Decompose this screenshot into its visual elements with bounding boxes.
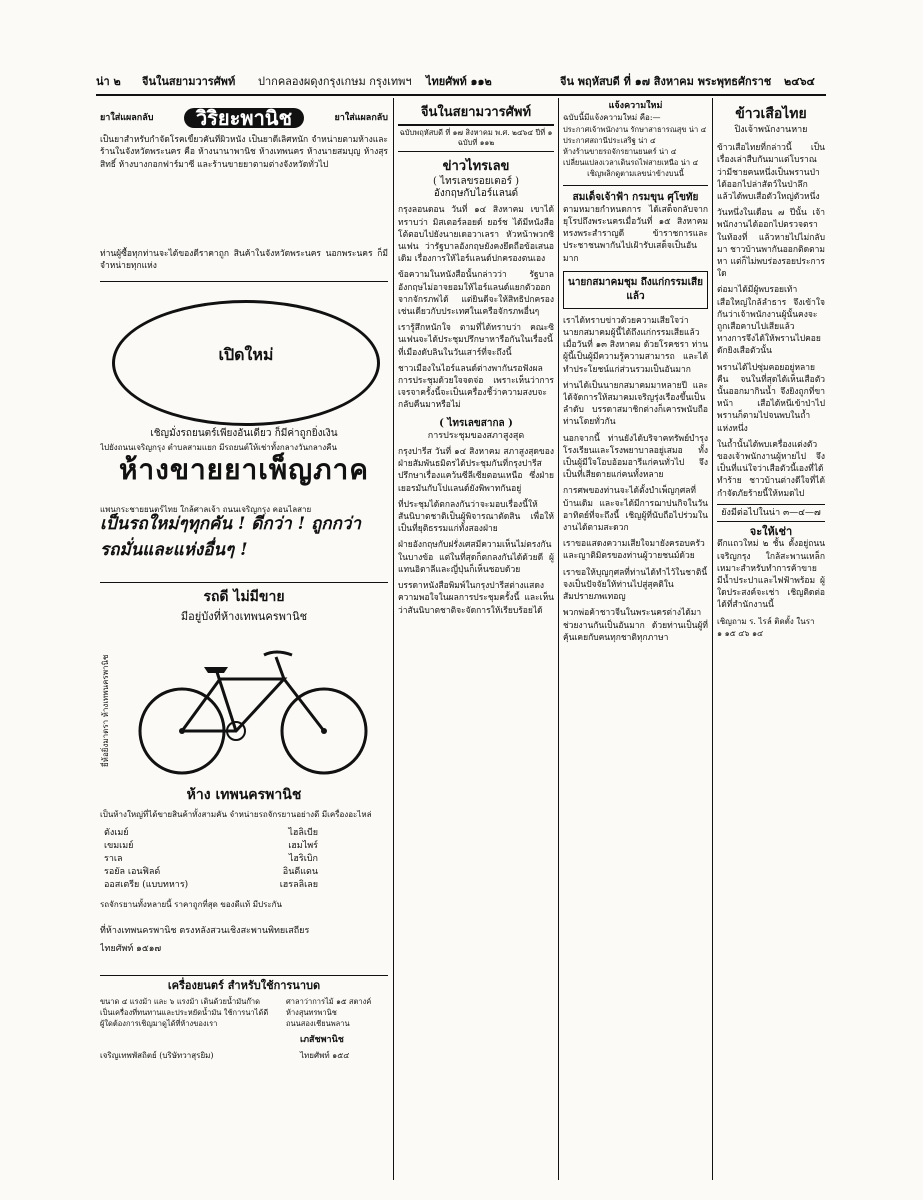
article-paragraph: เราขอให้บุญกุศลที่ท่านได้ทำไว้ในชาตินี้ จงเป็นปัจจัยให้ท่านไปสู่สุคติในสัมปรายภพเทอญ (563, 567, 708, 603)
news-column-2 (398, 100, 554, 1185)
masthead: จีนในสยามวารศัพท์ (420, 105, 532, 120)
bike-model-row (104, 840, 318, 853)
column-rule (393, 98, 394, 1180)
page-number: น่า ๒ (96, 75, 121, 88)
header-date: จีน พฤหัสบดี ที่ ๑๗ สิงหาคม พระพุทธศักราช (560, 75, 772, 88)
bike-model-name: ออสเตรีย (แบบทหาร) (104, 879, 189, 890)
news-column-4 (717, 100, 825, 1185)
ad-tag-left: ยาใส่แผลกลับ (100, 113, 154, 123)
ad-address: แพนกระชายยนตร์ไทย ใกล้ศาลเจ้า ถนนเจริญกรุง คอนไลสาย (100, 504, 312, 514)
section-sub-1: ( ไทรเลขรอยเตอร์ ) (432, 176, 520, 187)
ad-tag-right: ยาใส่แผลกลับ (334, 113, 388, 123)
rent-date: ๑ ๑๕ ๔๖ ๑๔ (717, 628, 764, 638)
ad-bicycle (100, 583, 388, 976)
article-paragraph: ข้าวเสือไทยที่กล่าวนี้ เป็นเรื่องเล่าสืบกันมาแต่โบราณ ว่ามีชายคนหนึ่งเป็นพรานป่า ได้ออกไปล่าสัตว์ในป่าลึก แล้วได้พบเสือตัวใหญ่ตัวหนึ่ง (717, 143, 825, 203)
header-location: ปากคลองผดุงกรุงเกษม กรุงเทพฯ (258, 75, 412, 88)
notice-item: ประกาศเจ้าพนักงาน รักษาสาธารณสุข น่า ๔ (563, 125, 707, 135)
notice-item: ห้างร้านขายรถจักรยานยนตร์ น่า ๔ (563, 147, 677, 157)
article-paragraph: นอกจากนี้ ท่านยังได้บริจาคทรัพย์บำรุงโรงเรียนและโรงพยาบาลอยู่เสมอ ทั้งเป็นผู้มีใจโอบอ้อมอารีแก่คนทั่วไป จึงเป็นที่เสียดายแก่คนทั้งหลาย (563, 433, 708, 481)
bike-model-name: รอยัล เอนฟิลด์ (104, 866, 161, 877)
bike-model-name: ตังเมย์ (104, 827, 129, 838)
article-paragraph: เรารู้สึกหนักใจ ตามที่ได้ทราบว่า คณะซินเฟนจะได้ประชุมปรึกษาหารือกันในเรื่องนี้ ที่เมืองดับลินในวันเสาร์ที่จะถึงนี้ (398, 323, 554, 358)
header-title: จีนในสยามวารศัพท์ (142, 75, 236, 88)
story-title: ข้าวเสือไทย (735, 106, 807, 122)
ad-engine-right-line: ศาลาว่าการไม้ ๑๕ สตางค์ (286, 996, 372, 1006)
article-paragraph: กรุงลอนดอน วันที่ ๑๔ สิงหาคม เขาได้ทราบว่า มิสเตอร์ลอยด์ ยอร์ช ได้มีหนังสือโต้ตอบไปยังนายเดอวาเลรา หัวหน้าพวกซินเฟน ว่ารัฐบาลอังกฤษยังคงยึดถือข้อเสนอเดิม เรื่องการให้ไอร์แลนด์ปกครองตนเอง (398, 205, 554, 265)
ad-engine-right-line: ห้างสุนทรพานิช (286, 1007, 337, 1017)
article-paragraph: ชาวเมืองในไอร์แลนด์ต่างพากันรอฟังผลการประชุมด้วยใจจดจ่อ เพราะเห็นว่าการเจรจาครั้งนี้จะเป็นเครื่องชี้ว่าความสงบจะกลับคืนมาหรือไม่ (398, 363, 554, 411)
bike-model-row (104, 853, 318, 866)
section-title-2: ( ไทรเลขสากล ) (439, 417, 513, 429)
ad-oval-label: เปิดใหม่ (218, 344, 274, 364)
ad-note: ไปยังถนนเจริญกรุง ตำบลสามแยก มีรถยนต์ให้เช่าทั้งกลางวันกลางคืน (100, 442, 337, 452)
ad-engine-bottom-line: เจริญเทพพัสถิตย์ (บริษัทวาสุรยิม) (100, 1050, 214, 1060)
article-paragraph: ในถ้ำนั้นได้พบเครื่องแต่งตัวของเจ้าพนักงานผู้หายไป จึงเป็นที่แน่ใจว่าเสือตัวนี้เองที่ได้ทำร้าย ชาวบ้านต่างดีใจที่ได้กำจัดภัยร้ายนี้ให้หมดไป (717, 439, 825, 499)
ad-bike-footer-1: รถจักรยานทั้งหลายนี้ ราคาถูกที่สุด ของดีแท้ มีประกัน (100, 899, 282, 909)
column-rule (712, 98, 713, 1180)
ad-engine-line: ขนาด ๔ แรงม้า และ ๖ แรงม้า เดินด้วยน้ำมันก๊าด (100, 996, 260, 1006)
ad-viriyapanich (100, 108, 388, 282)
article-paragraph: พวกพ่อค้าชาวจีนในพระนครต่างได้มาช่วยงานกันเป็นอันมาก ด้วยท่านเป็นผู้ที่คุ้นเคยกับคนทุกชาติทุกภาษา (563, 608, 708, 643)
notice-title: แจ้งความใหม่ (608, 101, 663, 111)
article-paragraph: ต่อมาได้มีผู้พบรอยเท้าเสือใหญ่ใกล้ลำธาร จึงเข้าใจกันว่าเจ้าพนักงานผู้นั้นคงจะถูกเสือคาบไปเสียแล้ว ทางการจึงได้ให้พรานไปคอยดักยิงเสือตัวนั้น (717, 285, 825, 357)
masthead-sub: ฉบับพฤหัสบดี ที่ ๑๗ สิงหาคม พ.ศ. ๒๔๖๔ ปีที่ ๑ ฉบับที่ ๑๑๒ (399, 127, 553, 147)
article-paragraph: ตามหมายกำหนดการ ได้เสด็จกลับจากยุโรปถึงพระนครเมื่อวันที่ ๑๕ สิงหาคม ทรงพระสำราญดี ข้าราชการและประชาชนพากันไปเฝ้ารับเสด็จเป็นอันมาก (563, 204, 708, 264)
article-paragraph: บรรดาหนังสือพิมพ์ในกรุงปารีสต่างแสดงความพอใจในผลการประชุมครั้งนี้ และเห็นว่าสันนิบาตชาติจะจัดการให้เรียบร้อยได้ (398, 581, 554, 616)
ad-bike-store: ห้าง เทพนครพานิช (186, 786, 302, 803)
ad-footer: ท่านผู้ซื้อทุกท่านจะได้ของดีราคาถูก สินค้าในจังหวัดพระนคร นอกพระนคร ก็มีจำหน่ายทุกแห่ง (100, 249, 388, 272)
article-paragraph: เราขอแสดงความเสียใจมายังครอบครัวและญาติมิตรของท่านผู้วายชนม์ด้วย (563, 539, 705, 562)
notice-item: เปลี่ยนแปลงเวลาเดินรถไฟสายเหนือ น่า ๔ (563, 158, 699, 168)
bike-model-row (104, 866, 318, 879)
bike-model-name: ราเล (104, 853, 123, 864)
article-paragraph: กรุงปารีส วันที่ ๑๔ สิงหาคม สภาสูงสุดของฝ่ายสัมพันธมิตรได้ประชุมกันที่กรุงปารีส ปรึกษาเรื่องแคว้นซีลีเซียตอนเหนือ ซึ่งฝ่ายเยอรมันกับโปแลนด์ยังพิพาทกันอยู่ (398, 447, 554, 494)
story-subtitle: ปิงเจ้าพนักงานหาย (734, 125, 808, 135)
rent-text: ตึกแถวใหม่ ๒ ชั้น ตั้งอยู่ถนนเจริญกรุง ใกล้สะพานเหล็ก เหมาะสำหรับทำการค้าขาย มีน้ำประปาและไฟฟ้าพร้อม ผู้ใดประสงค์จะเช่า เชิญติดต่อได้ที่สำนักงานนี้ (717, 539, 825, 611)
header-rule (96, 94, 826, 96)
ad-pharmacy (100, 282, 388, 583)
ad-column (100, 100, 388, 1185)
bike-model-row (104, 879, 318, 892)
ad-engine-title: เครื่องยนตร์ สำหรับใช้การนาบด (167, 978, 321, 992)
article-paragraph: การศพของท่านจะได้ตั้งบำเพ็ญกุศลที่บ้านเดิม และจะได้มีการฌาปนกิจในวันอาทิตย์ที่จะถึงนี้ เชิญผู้ที่นับถือไปร่วมในงานได้ตามสะดวก (563, 486, 708, 534)
bicycle-illustration (124, 631, 384, 781)
ad-slogan-2: รถมั่นและแห่งอื่นๆ ! (100, 539, 248, 560)
rent-title: จะให้เช่า (749, 525, 793, 539)
ad-bike-issue: ไทยศัพท์ ๑๕๑๗ (100, 943, 162, 954)
section-title: ข่าวไทรเลข (442, 159, 510, 174)
article-heading: สมเด็จเจ้าฟ้า กรมขุน ศุโขทัย (572, 191, 699, 203)
article-paragraph: ที่ประชุมได้ตกลงกันว่าจะมอบเรื่องนี้ให้สันนิบาตชาติเป็นผู้พิจารณาตัดสิน เพื่อให้เป็นที่ยุติธรรมแก่ทั้งสองฝ่าย (398, 499, 554, 535)
notice-box (563, 100, 708, 186)
ad-shop-name: ห้างขายยาเพ็ญภาค (118, 452, 370, 486)
bike-model-list (104, 827, 318, 892)
bike-model-value: เฮมไพร์ (288, 840, 318, 851)
bike-model-value: อินดีแดน (282, 866, 318, 877)
article-paragraph: วันหนึ่งในเดือน ๗ ปีนั้น เจ้าพนักงานได้ออกไปตรวจตราในท้องที่ แล้วหายไปไม่กลับมา ชาวบ้านพากันออกติดตามหา แต่ก็ไม่พบร่องรอยประการใด (717, 208, 825, 280)
notice-footer: เชิญพลิกดูตามเลขน่าข้างบนนี้ (587, 169, 684, 179)
rent-sign: เชิญถาม ร. ไรล์ ติดตั้ง ในรา (717, 616, 815, 626)
ad-invite: เชิญมั่งรถยนตร์เพียงอันเดียว ก็มีค่าถูกยิ่งเงิน (150, 427, 338, 439)
ad-bike-desc: เป็นห้างใหญ่ที่ได้ขายสินค้าทั้งสามคัน จำหน่ายรถจักรยานอย่างดี มีเครื่องอะไหล่ (100, 809, 372, 819)
ad-bike-title: รถดี ไม่มีขาย (203, 588, 285, 605)
ad-bike-footer-2: ที่ห้างเทพนครพานิช ตรงหลังสวนเชิงสะพานพิทยเสถียร (100, 925, 310, 936)
ad-engine-bottom-label: เภสัชพานิช (300, 1034, 344, 1045)
bike-model-value: ไฮริเบิก (288, 853, 318, 864)
masthead-rule (398, 124, 554, 126)
section-sub-3: การประชุมของสภาสูงสุด (427, 430, 525, 441)
column-rule (558, 98, 559, 1180)
bike-model-row (104, 827, 318, 840)
article-paragraph: ฝ่ายอังกฤษกับฝรั่งเศสมีความเห็นไม่ตรงกันในบางข้อ แต่ในที่สุดก็ตกลงกันได้ด้วยดี ผู้แทนอิตาลีและญี่ปุ่นก็เห็นชอบด้วย (398, 540, 554, 575)
ad-logo: วิริยะพานิช (184, 108, 304, 128)
section-sub-2: อังกฤษกับไอร์แลนด์ (433, 188, 519, 200)
masthead-rule (398, 151, 554, 153)
notice-intro: ฉบับนี้มีแจ้งความใหม่ คือ:— (563, 113, 661, 123)
notice-item: ประกาศสถานีประเสริฐ น่า ๔ (563, 136, 656, 146)
header-year: ๒๔๖๔ (784, 75, 815, 88)
news-column-3 (563, 100, 708, 1185)
page-header (96, 64, 826, 92)
ad-slogan-1: เป็นรถใหม่ๆทุกคัน ! ดีกว่า ! ถูกกว่า (100, 513, 361, 534)
ad-bike-sub: มีอยู่บังที่ห้างเทพนครพานิช (180, 609, 308, 623)
article-paragraph: พรานได้ไปซุ่มคอยอยู่หลายคืน จนในที่สุดได้เห็นเสือตัวนั้นออกมากินน้ำ จึงยิงถูกที่ขาหน้า เสือได้หนีเข้าป่าไป พรานก็ตามไปจนพบในถ้ำแห่งหนึ่ง (717, 362, 825, 434)
ad-body: เป็นยาสำหรับกำจัดโรคเขี้ยวคันที่ผิวหนัง เป็นยาดีเลิศหนัก จำหน่ายตามห้างและร้านในจังหวัดพระนคร คือ ห้างนานาพานิช ห้างเทพนคร ห้างนายสมบุญ ห้างสุรสิทธิ์ ห้างบางกอกฟาร์มาซี และร้านขายยาตามต่างจังหวัดทั่วไป (100, 135, 388, 170)
ad-oval (112, 300, 380, 426)
header-issue: ไทยศัพท์ ๑๑๒ (426, 75, 492, 88)
bike-model-value: ไฮลิเบีย (288, 827, 318, 838)
ad-bike-side-label: ยี่ห้อยิ่งมาตรา ห้างเทพนครพานิช (101, 654, 110, 767)
ad-engine-text (100, 996, 280, 1029)
ad-engine-right-line: ถนนสองเชียนพลาน (286, 1018, 350, 1028)
ad-engine (100, 976, 388, 1066)
ad-engine-right (286, 996, 388, 1029)
bike-model-name: เขมเมย์ (104, 840, 134, 851)
article-paragraph: ข้อความในหนังสือนั้นกล่าวว่า รัฐบาลอังกฤษไม่อาจยอมให้ไอร์แลนด์แยกตัวออกจากจักรภพได้ แต่ยินดีจะให้สิทธิปกครองเช่นเดียวกับประเทศในเครือจักรภพอื่นๆ (398, 270, 554, 318)
bike-model-value: เฮรลลิเลย (279, 879, 318, 890)
article-paragraph: เราได้ทราบข่าวด้วยความเสียใจว่า นายกสมาคมผู้นี้ได้ถึงแก่กรรมเสียแล้วเมื่อวันที่ ๑๓ สิงหาคม ด้วยโรคชรา ท่านผู้นี้เป็นผู้มีความรู้ความสามารถ และได้ทำประโยชน์แก่ส่วนรวมเป็นอันมาก (563, 315, 708, 375)
ad-engine-line: ผู้ใดต้องการเชิญมาดูได้ที่ห้างของเรา (100, 1018, 218, 1028)
article-paragraph: ท่านได้เป็นนายกสมาคมมาหลายปี และได้จัดการให้สมาคมเจริญรุ่งเรืองขึ้นเป็นลำดับ บรรดาสมาชิกต่างก็เคารพนับถือท่านโดยทั่วกัน (563, 380, 708, 428)
ad-engine-line: เป็นเครื่องที่ทนทานและประหยัดน้ำมัน ใช้การนาได้ดี (100, 1007, 269, 1017)
ad-engine-bottom-issue: ไทยศัพท์ ๑๕๔ (300, 1050, 350, 1060)
story-continued: ยังมีต่อไปในน่า ๓—๔—๗ (717, 504, 825, 522)
article-heading-boxed: นายกสมาคมชุม ถึงแก่กรรมเสียแล้ว (563, 271, 708, 309)
